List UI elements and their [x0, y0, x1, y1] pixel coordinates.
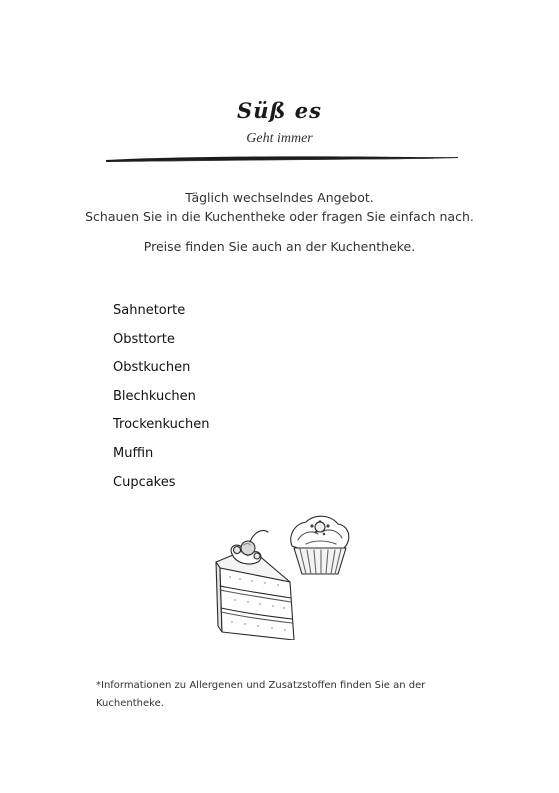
menu-item: Muffin — [113, 445, 154, 461]
intro-line-3: Preise finden Sie auch an der Kuchentheke. — [143, 239, 416, 254]
cake-and-cupcake-sketch-icon — [210, 512, 356, 640]
page-title: Süß es — [237, 98, 322, 123]
page-subtitle: Geht immer — [246, 131, 313, 146]
menu-item: Blechkuchen — [113, 388, 196, 404]
brush-stroke-divider — [104, 153, 460, 165]
menu-item: Cupcakes — [113, 474, 176, 490]
intro-line-1: Täglich wechselndes Angebot. — [185, 190, 374, 205]
menu-item: Trockenkuchen — [113, 417, 210, 433]
menu-list — [113, 301, 209, 501]
menu-item: Sahnetorte — [113, 303, 186, 318]
intro-line-2: Schauen Sie in die Kuchentheke oder fragen Sie einfach nach. — [85, 209, 474, 224]
menu-item: Obsttorte — [113, 331, 175, 347]
menu-item: Obstkuchen — [113, 360, 191, 376]
allergen-footnote: *Informationen zu Allergenen und Zusatzstoffen finden Sie an der Kuchentheke. — [96, 680, 426, 709]
